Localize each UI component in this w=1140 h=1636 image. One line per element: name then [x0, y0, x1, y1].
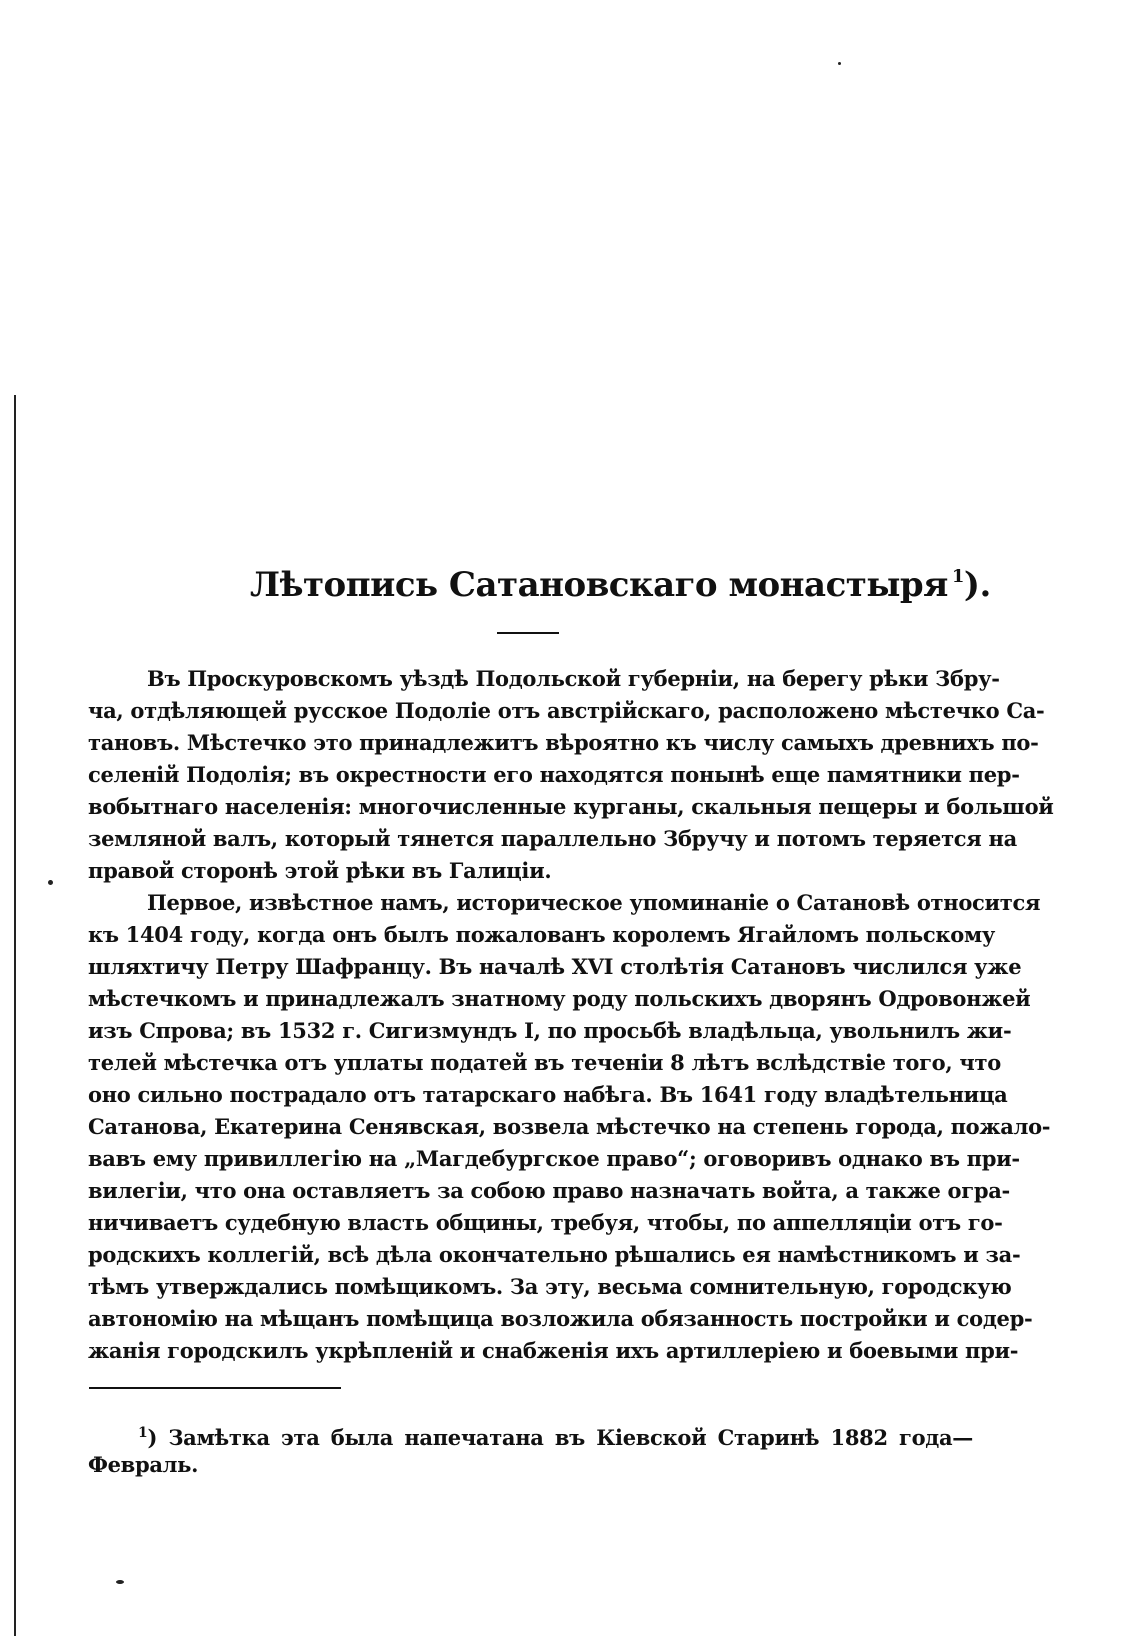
body-line: правой сторонѣ этой рѣки въ Галиціи.: [88, 858, 552, 883]
title-footnote-marker: 1: [951, 566, 964, 587]
body-line: Въ Проскуровскомъ уѣздѣ Подольской губерніи, на берегу рѣки Збру-: [147, 666, 1000, 691]
body-line: тановъ. Мѣстечко это принадлежитъ вѣроятно къ числу самыхъ древнихъ по-: [88, 730, 1039, 755]
body-line: телей мѣстечка отъ уплаты податей въ теченіи 8 лѣтъ вслѣдствіе того, что: [88, 1050, 1001, 1075]
body-line: шляхтичу Петру Шафранцу. Въ началѣ XVI столѣтія Сатановъ числился уже: [88, 954, 1022, 979]
body-line: вилегіи, что она оставляетъ за собою право назначать войта, а также огра-: [88, 1178, 1010, 1203]
footnote-text: ) Замѣтка эта была напечатана въ Кіевской Старинѣ 1882 года—: [147, 1425, 973, 1450]
body-line: къ 1404 году, когда онъ былъ пожалованъ королемъ Ягайломъ польскому: [88, 922, 996, 947]
body-line: изъ Спрова; въ 1532 г. Сигизмундъ I, по просьбѣ владѣльца, увольнилъ жи-: [88, 1018, 1012, 1043]
ink-speck: [48, 880, 53, 885]
title-underline: [497, 632, 559, 634]
footnote-line: [138, 1417, 973, 1449]
body-line: вавъ ему привиллегію на „Магдебургское право“; оговоривъ однако въ при-: [88, 1146, 1020, 1171]
binding-edge-line: [14, 395, 16, 1636]
body-line: автономію на мѣщанъ помѣщица возложила обязанность постройки и содер-: [88, 1306, 1033, 1331]
body-line: оно сильно пострадало отъ татарскаго набѣга. Въ 1641 году владѣтельница: [88, 1082, 1008, 1107]
body-line: земляной валъ, который тянется параллельно Збручу и потомъ теряется на: [88, 826, 1017, 851]
footnote-separator: [89, 1387, 341, 1389]
body-line: вобытнаго населенія: многочисленные курганы, скальныя пещеры и большой: [88, 794, 1054, 819]
title-closing: ).: [963, 565, 991, 605]
body-line: селеній Подолія; въ окрестности его находятся понынѣ еще памятники пер-: [88, 762, 1020, 787]
footnote-marker: 1: [138, 1425, 148, 1441]
body-line: ничиваетъ судебную власть общины, требуя, чтобы, по аппелляціи отъ го-: [88, 1210, 1003, 1235]
body-line: Сатанова, Екатерина Сенявская, возвела мѣстечко на степень города, пожало-: [88, 1114, 1051, 1139]
title-text: Лѣтопись Сатановскаго монастыря: [250, 565, 948, 605]
body-line: жанія городскилъ укрѣпленій и снабженія ихъ артиллеріею и боевыми при-: [88, 1338, 1019, 1363]
page-title: [250, 565, 991, 605]
body-line: Первое, извѣстное намъ, историческое упоминаніе о Сатановѣ относится: [147, 890, 1041, 915]
body-line: ча, отдѣляющей русское Подоліе отъ австрійскаго, расположено мѣстечко Са-: [88, 698, 1045, 723]
body-line: тѣмъ утверждались помѣщикомъ. За эту, весьма сомнительную, городскую: [88, 1274, 1012, 1299]
body-line: родскихъ коллегій, всѣ дѣла окончательно рѣшались ея намѣстникомъ и за-: [88, 1242, 1021, 1267]
body-line: мѣстечкомъ и принадлежалъ знатному роду польскихъ дворянъ Одровонжей: [88, 986, 1031, 1011]
ink-speck: [116, 1580, 124, 1584]
footnote-line-2: Февраль.: [88, 1452, 199, 1477]
ink-speck: [838, 62, 841, 65]
